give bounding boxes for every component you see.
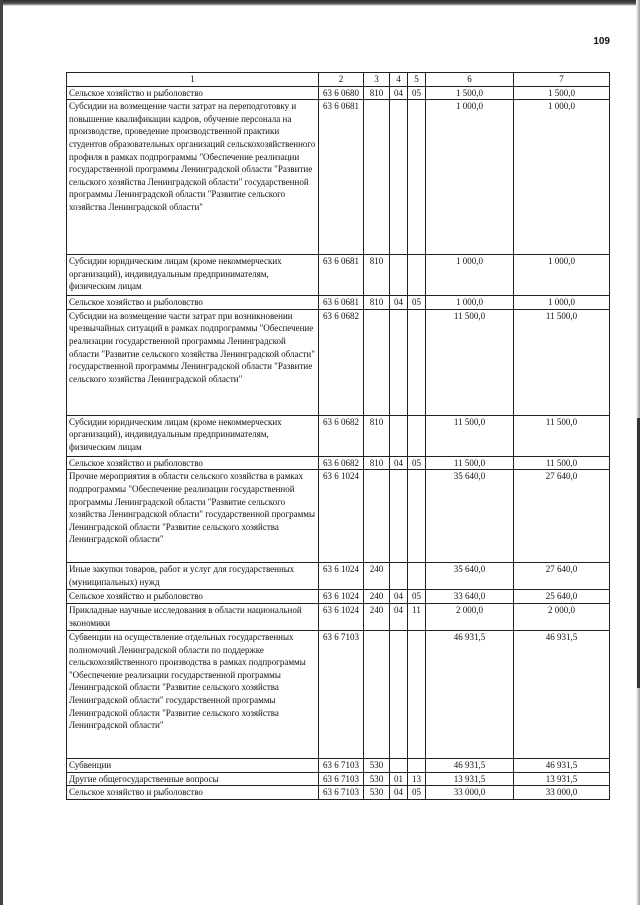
amount-year-1: 11 500,0 bbox=[426, 309, 514, 415]
subsection bbox=[408, 470, 426, 563]
target-code: 63 6 1024 bbox=[319, 470, 364, 563]
amount-year-2: 11 500,0 bbox=[514, 456, 610, 470]
item-name: Субсидии на возмещение части затрат при возникновении чрезвычайных ситуаций в рамках подпрограммы "Обеспечение реализации государственной программы Ленинградской области "Развитие сельского хозяйства Ленинградской области" государственной программы Ленинградской области "Развитие сельского хозяйства Ленинградской области" bbox=[67, 309, 319, 415]
section bbox=[390, 758, 408, 772]
expense-type: 240 bbox=[364, 563, 390, 590]
item-name: Сельское хозяйство и рыболовство bbox=[67, 590, 319, 604]
target-code: 63 6 7103 bbox=[319, 630, 364, 758]
section: 04 bbox=[390, 86, 408, 100]
page-number: 109 bbox=[593, 36, 610, 47]
table-row bbox=[67, 590, 610, 604]
target-code: 63 6 0682 bbox=[319, 309, 364, 415]
expense-type bbox=[364, 630, 390, 758]
section: 01 bbox=[390, 772, 408, 786]
section bbox=[390, 100, 408, 255]
section: 04 bbox=[390, 590, 408, 604]
section: 04 bbox=[390, 786, 408, 800]
subsection bbox=[408, 309, 426, 415]
subsection bbox=[408, 563, 426, 590]
section bbox=[390, 415, 408, 456]
item-name: Субсидии юридическим лицам (кроме некоммерческих организаций), индивидуальным предпринимателям, физическим лицам bbox=[67, 255, 319, 296]
table-row bbox=[67, 603, 610, 630]
expense-type: 240 bbox=[364, 603, 390, 630]
table-row bbox=[67, 456, 610, 470]
amount-year-2: 27 640,0 bbox=[514, 470, 610, 563]
amount-year-2: 33 000,0 bbox=[514, 786, 610, 800]
column-header: 6 bbox=[426, 73, 514, 87]
expense-type: 530 bbox=[364, 772, 390, 786]
amount-year-1: 46 931,5 bbox=[426, 630, 514, 758]
scan-edge-top bbox=[0, 0, 640, 6]
budget-table bbox=[66, 72, 610, 800]
amount-year-2: 25 640,0 bbox=[514, 590, 610, 604]
section bbox=[390, 255, 408, 296]
table-row bbox=[67, 100, 610, 255]
table-row bbox=[67, 758, 610, 772]
amount-year-1: 33 000,0 bbox=[426, 786, 514, 800]
section bbox=[390, 630, 408, 758]
section: 04 bbox=[390, 456, 408, 470]
target-code: 63 6 0681 bbox=[319, 296, 364, 310]
expense-type: 240 bbox=[364, 590, 390, 604]
expense-type: 810 bbox=[364, 415, 390, 456]
table-row bbox=[67, 470, 610, 563]
target-code: 63 6 0682 bbox=[319, 415, 364, 456]
section bbox=[390, 563, 408, 590]
expense-type: 530 bbox=[364, 758, 390, 772]
column-header: 4 bbox=[390, 73, 408, 87]
column-header: 5 bbox=[408, 73, 426, 87]
section bbox=[390, 309, 408, 415]
subsection bbox=[408, 100, 426, 255]
table-row bbox=[67, 86, 610, 100]
target-code: 63 6 7103 bbox=[319, 758, 364, 772]
table-row bbox=[67, 563, 610, 590]
subsection: 05 bbox=[408, 296, 426, 310]
column-header: 2 bbox=[319, 73, 364, 87]
subsection: 05 bbox=[408, 590, 426, 604]
item-name: Прочие мероприятия в области сельского хозяйства в рамках подпрограммы "Обеспечение реализации государственной программы Ленинградской области "Развитие сельского хозяйства Ленинградской области" государственной программы Ленинградской области "Развитие сельского хозяйства Ленинградской области" bbox=[67, 470, 319, 563]
amount-year-1: 33 640,0 bbox=[426, 590, 514, 604]
expense-type bbox=[364, 100, 390, 255]
item-name: Субсидии юридическим лицам (кроме некоммерческих организаций), индивидуальным предпринимателям, физическим лицам bbox=[67, 415, 319, 456]
expense-type: 810 bbox=[364, 456, 390, 470]
subsection: 11 bbox=[408, 603, 426, 630]
expense-type: 810 bbox=[364, 255, 390, 296]
target-code: 63 6 0681 bbox=[319, 255, 364, 296]
amount-year-2: 13 931,5 bbox=[514, 772, 610, 786]
expense-type: 810 bbox=[364, 296, 390, 310]
amount-year-1: 11 500,0 bbox=[426, 456, 514, 470]
expense-type bbox=[364, 470, 390, 563]
target-code: 63 6 1024 bbox=[319, 603, 364, 630]
table-row bbox=[67, 772, 610, 786]
header-row bbox=[67, 73, 610, 87]
scan-edge-left bbox=[0, 0, 3, 905]
table-row bbox=[67, 296, 610, 310]
target-code: 63 6 1024 bbox=[319, 563, 364, 590]
column-header: 3 bbox=[364, 73, 390, 87]
amount-year-2: 46 931,5 bbox=[514, 758, 610, 772]
amount-year-2: 1 500,0 bbox=[514, 86, 610, 100]
subsection: 05 bbox=[408, 86, 426, 100]
amount-year-1: 13 931,5 bbox=[426, 772, 514, 786]
table-row bbox=[67, 255, 610, 296]
amount-year-1: 35 640,0 bbox=[426, 563, 514, 590]
subsection: 05 bbox=[408, 786, 426, 800]
amount-year-1: 1 000,0 bbox=[426, 100, 514, 255]
item-name: Прикладные научные исследования в области национальной экономики bbox=[67, 603, 319, 630]
target-code: 63 6 7103 bbox=[319, 772, 364, 786]
table-row bbox=[67, 415, 610, 456]
amount-year-1: 11 500,0 bbox=[426, 415, 514, 456]
amount-year-2: 11 500,0 bbox=[514, 309, 610, 415]
target-code: 63 6 7103 bbox=[319, 786, 364, 800]
item-name: Иные закупки товаров, работ и услуг для государственных (муниципальных) нужд bbox=[67, 563, 319, 590]
target-code: 63 6 1024 bbox=[319, 590, 364, 604]
target-code: 63 6 0681 bbox=[319, 100, 364, 255]
amount-year-1: 1 000,0 bbox=[426, 296, 514, 310]
amount-year-2: 1 000,0 bbox=[514, 255, 610, 296]
item-name: Субвенции bbox=[67, 758, 319, 772]
column-header: 7 bbox=[514, 73, 610, 87]
item-name: Субсидии на возмещение части затрат на переподготовку и повышение квалификации кадров, обучение персонала на производстве, проведение производственной практики студентов образовательных организаций сельскохозяйственного профиля в рамках подпрограммы "Обеспечение реализации государственной программы Ленинградской области "Развитие сельского хозяйства Ленинградской области" государственной программы Ленинградской области "Развитие сельского хозяйства Ленинградской области" bbox=[67, 100, 319, 255]
expense-type bbox=[364, 309, 390, 415]
item-name: Сельское хозяйство и рыболовство bbox=[67, 296, 319, 310]
amount-year-1: 2 000,0 bbox=[426, 603, 514, 630]
section bbox=[390, 470, 408, 563]
subsection bbox=[408, 758, 426, 772]
subsection bbox=[408, 415, 426, 456]
item-name: Сельское хозяйство и рыболовство bbox=[67, 456, 319, 470]
item-name: Субвенции на осуществление отдельных государственных полномочий Ленинградской области по поддержке сельскохозяйственного производства в рамках подпрограммы "Обеспечение реализации государственной программы Ленинградской области "Развитие сельского хозяйства Ленинградской области" государственной программы Ленинградской области "Развитие сельского хозяйства Ленинградской области" bbox=[67, 630, 319, 758]
target-code: 63 6 0682 bbox=[319, 456, 364, 470]
amount-year-1: 1 500,0 bbox=[426, 86, 514, 100]
amount-year-1: 1 000,0 bbox=[426, 255, 514, 296]
section: 04 bbox=[390, 603, 408, 630]
column-header: 1 bbox=[67, 73, 319, 87]
amount-year-2: 46 931,5 bbox=[514, 630, 610, 758]
expense-type: 530 bbox=[364, 786, 390, 800]
subsection bbox=[408, 255, 426, 296]
amount-year-2: 11 500,0 bbox=[514, 415, 610, 456]
table-row bbox=[67, 309, 610, 415]
item-name: Сельское хозяйство и рыболовство bbox=[67, 786, 319, 800]
amount-year-2: 1 000,0 bbox=[514, 100, 610, 255]
section: 04 bbox=[390, 296, 408, 310]
amount-year-2: 2 000,0 bbox=[514, 603, 610, 630]
table-row bbox=[67, 630, 610, 758]
item-name: Сельское хозяйство и рыболовство bbox=[67, 86, 319, 100]
table-row bbox=[67, 786, 610, 800]
item-name: Другие общегосударственные вопросы bbox=[67, 772, 319, 786]
subsection: 13 bbox=[408, 772, 426, 786]
subsection bbox=[408, 630, 426, 758]
amount-year-2: 27 640,0 bbox=[514, 563, 610, 590]
amount-year-1: 35 640,0 bbox=[426, 470, 514, 563]
subsection: 05 bbox=[408, 456, 426, 470]
amount-year-2: 1 000,0 bbox=[514, 296, 610, 310]
expense-type: 810 bbox=[364, 86, 390, 100]
amount-year-1: 46 931,5 bbox=[426, 758, 514, 772]
target-code: 63 6 0680 bbox=[319, 86, 364, 100]
